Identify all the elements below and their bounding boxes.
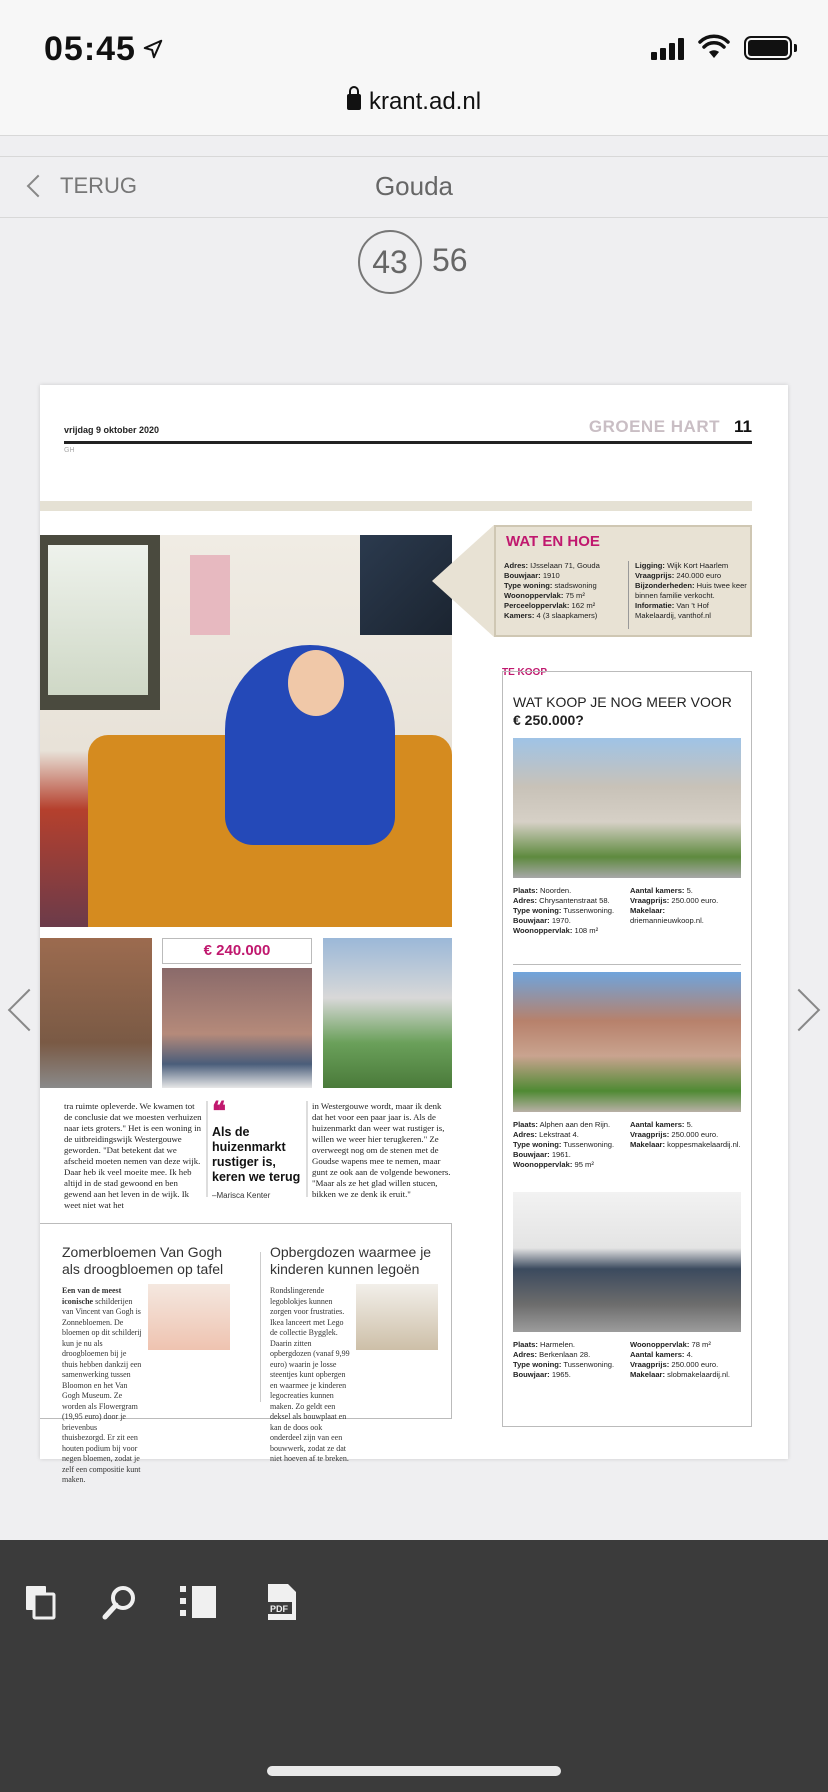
detail-key: Type woning: — [513, 906, 562, 915]
house-listing — [513, 738, 741, 936]
sections-icon[interactable] — [178, 1582, 218, 1622]
house-details-left — [513, 886, 624, 936]
detail-key: Type woning: — [513, 1140, 562, 1149]
tip-text: schilderijen van Vincent van Gogh is Zonnebloemen. De bloemen op dit schilderij kun je nu als droogbloemen bij je thuis hebben dankzij een samenwerking tussen Bloomon en het Van Gogh Museum. Ze worden als Flowergram (19,95 euro) door je brievenbus thuisbezorgd. Er zit een houten podium bij voor negen bloemen, zodat je zelf een compositie kunt maken. — [62, 1296, 142, 1484]
status-time: 05:45 — [44, 30, 136, 68]
detail-value: Tussenwoning. — [561, 1360, 615, 1369]
detail-row — [635, 571, 748, 581]
detail-key: Woonoppervlak: — [630, 1340, 690, 1349]
copy-pages-icon[interactable] — [22, 1582, 62, 1622]
detail-row — [630, 896, 741, 906]
status-icons — [651, 36, 792, 60]
divider — [260, 1252, 261, 1402]
detail-value: Harmelen. — [537, 1340, 576, 1349]
pull-quote — [212, 1096, 304, 1200]
tip-title: Zomerbloemen Van Gogh als droogbloemen op tafel — [62, 1244, 224, 1277]
wall-art — [190, 555, 230, 635]
te-koop-box — [502, 671, 752, 1427]
house-details-right — [630, 1340, 741, 1380]
detail-key: Kamers: — [504, 611, 535, 620]
detail-row — [513, 896, 624, 906]
tip-van-gogh — [62, 1244, 242, 1486]
address-bar[interactable] — [0, 88, 828, 116]
detail-row — [630, 1370, 741, 1380]
house-details-right — [630, 886, 741, 936]
detail-key: Bouwjaar: — [513, 1150, 550, 1159]
detail-row — [513, 906, 624, 916]
detail-row — [635, 561, 748, 571]
page-number: 11 — [734, 417, 752, 436]
detail-value: driemannieuwkoop.nl. — [630, 916, 704, 925]
detail-key: Bouwjaar: — [513, 916, 550, 925]
house-details-left — [513, 1120, 624, 1170]
detail-value: 5. — [684, 886, 693, 895]
tip-lead: Een van de meest iconische — [62, 1286, 122, 1306]
detail-value: Berkenlaan 28. — [537, 1350, 591, 1359]
page-date: vrijdag 9 oktober 2020 — [64, 425, 160, 435]
te-koop-price: € 250.000? — [513, 712, 584, 728]
flowers-photo — [148, 1284, 230, 1350]
pdf-icon[interactable] — [262, 1582, 302, 1622]
price-tag: € 240.000 — [162, 938, 312, 964]
detail-row — [635, 581, 748, 601]
lego-box-photo — [356, 1284, 438, 1350]
detail-value: Noorden. — [537, 886, 572, 895]
detail-key: Adres: — [513, 1350, 538, 1359]
detail-value: koppesmakelaardij.nl. — [665, 1140, 741, 1149]
pdf-label: PDF — [270, 1604, 288, 1614]
detail-value: stadswoning — [552, 581, 597, 590]
detail-key: Adres: — [513, 1130, 538, 1139]
other-page-indicator[interactable]: 56 — [432, 242, 468, 278]
detail-key: Woonoppervlak: — [513, 1160, 573, 1169]
detail-value: Van 't Hof Makelaardij, vanthof.nl — [635, 601, 711, 620]
detail-key: Makelaar: — [630, 1370, 666, 1379]
te-koop-label: TE KOOP — [502, 667, 548, 678]
detail-value: 1910 — [540, 571, 560, 580]
quote-mark-icon: ❝ — [212, 1096, 226, 1126]
detail-row — [513, 886, 624, 896]
detail-value: 250.000 euro. — [669, 896, 719, 905]
current-page-indicator[interactable]: 43 — [358, 230, 422, 294]
detail-value: Tussenwoning. — [561, 906, 615, 915]
detail-value: Tussenwoning. — [561, 1140, 615, 1149]
divider — [513, 964, 741, 965]
detail-value: 250.000 euro. — [669, 1130, 719, 1139]
detail-row — [504, 561, 622, 571]
photo-kitchen — [162, 968, 312, 1088]
face — [288, 650, 344, 716]
detail-key: Vraagprijs: — [630, 896, 670, 905]
detail-row — [513, 1120, 624, 1130]
detail-value: 5. — [684, 1120, 693, 1129]
detail-row — [513, 1140, 624, 1150]
detail-row — [630, 1340, 741, 1350]
tips-box — [40, 1223, 452, 1484]
edition-title: Gouda — [374, 171, 454, 201]
quote-author: –Marisca Kenter — [212, 1191, 271, 1200]
house-photo — [513, 738, 741, 878]
tip-lego — [270, 1244, 450, 1465]
detail-key: Adres: — [504, 561, 529, 570]
color-band — [40, 501, 752, 511]
detail-value: 240.000 euro — [674, 571, 722, 580]
search-icon[interactable] — [100, 1582, 140, 1622]
detail-row — [513, 1160, 624, 1170]
house-photo — [513, 972, 741, 1112]
detail-key: Aantal kamers: — [630, 886, 685, 895]
detail-value: 75 m² — [563, 591, 585, 600]
detail-key: Ligging: — [635, 561, 665, 570]
detail-value: 4. — [684, 1350, 693, 1359]
detail-key: Type woning: — [504, 581, 553, 590]
detail-value: IJsselaan 71, Gouda — [528, 561, 600, 570]
tip-body — [62, 1286, 142, 1486]
detail-row — [630, 1360, 741, 1370]
wat-en-hoe-right — [628, 561, 748, 629]
detail-key: Perceeloppervlak: — [504, 601, 570, 610]
divider — [206, 1101, 208, 1197]
detail-key: Bouwjaar: — [513, 1370, 550, 1379]
detail-value: 108 m² — [572, 926, 599, 935]
detail-key: Woonoppervlak: — [504, 591, 564, 600]
detail-key: Type woning: — [513, 1360, 562, 1369]
house-details-left — [513, 1340, 624, 1380]
wat-en-hoe-box — [494, 525, 752, 637]
reader-navbar — [0, 156, 828, 218]
detail-row — [513, 1340, 624, 1350]
section-name: GROENE HART — [588, 417, 720, 436]
detail-value: Lekstraat 4. — [537, 1130, 579, 1139]
tip-text: Rondslingerende legoblokjes kunnen zorgen voor frustraties. Ikea lanceert met Lego de collectie Bygglek. Daarin zitten opbergdozen (vanaf 9,99 euro) waarin je losse steentjes kunt opbergen en waarmee je kinderen legocreaties kunnen maken. Zo geldt een deksel als bouwplaat en kan de doos ook onderdeel zijn van een bouwwerk, zodat ze dat niet hoeven af te breken. — [270, 1286, 350, 1463]
wat-en-hoe-left — [504, 561, 622, 621]
detail-value: 1961. — [549, 1150, 571, 1159]
detail-row — [513, 1150, 624, 1160]
reader-toolbar — [0, 1540, 828, 1792]
house-photo — [513, 1192, 741, 1332]
detail-key: Plaats: — [513, 1120, 538, 1129]
house-details-right — [630, 1120, 741, 1170]
lock-icon — [347, 94, 361, 110]
callout-arrow — [432, 525, 494, 637]
detail-row — [513, 926, 624, 936]
detail-row — [504, 611, 622, 621]
wifi-icon — [698, 36, 730, 60]
detail-row — [513, 1370, 624, 1380]
photo-garden — [323, 938, 452, 1088]
quote-text: Als de huizenmarkt rustiger is, keren we terug — [212, 1125, 301, 1184]
detail-row — [513, 1130, 624, 1140]
detail-key: Makelaar: — [630, 1140, 666, 1149]
detail-value: 250.000 euro. — [669, 1360, 719, 1369]
location-arrow-icon — [142, 38, 164, 60]
article-column-3: in Westergouwe wordt, maar ik denk dat het voor een paar jaar is. Als de huizenmarkt dan weer wat rustiger is, willen we weer hier terugkeren." Ze overweegt nog om de stenen met de Goudse wapens mee te nemen, maar gunt ze ook aan de volgende bewoners. "Maar als ze het glad willen stucen, bikken we ze denk ik eruit." — [312, 1101, 451, 1199]
detail-row — [504, 571, 622, 581]
article-column-1: tra ruimte opleverde. We kwamen tot de conclusie dat we moesten verhuizen naar iets groters." Het is een woning in de uitbreidingswijk Westergouwe geworden. "Dat betekent dat we afscheid moeten nemen van deze wijk. Daar heb ik veel moeite mee. Ik heb altijd in de stad gewoond en ben gewend aan het leven in de wijk. Ik weet niet wat het — [64, 1101, 202, 1210]
detail-row — [513, 1350, 624, 1360]
divider — [306, 1101, 308, 1197]
detail-row — [513, 916, 624, 926]
detail-key: Aantal kamers: — [630, 1120, 685, 1129]
detail-key: Informatie: — [635, 601, 675, 610]
detail-value: Wijk Kort Haarlem — [664, 561, 729, 570]
home-indicator[interactable] — [267, 1766, 561, 1776]
tip-title: Opbergdozen waarmee je kinderen kunnen legoën — [270, 1244, 432, 1277]
detail-value: 4 (3 slaapkamers) — [534, 611, 598, 620]
detail-row — [635, 601, 748, 621]
detail-row — [630, 1130, 741, 1140]
back-label: TERUG — [60, 173, 137, 198]
detail-key: Vraagprijs: — [630, 1130, 670, 1139]
detail-key: Adres: — [513, 896, 538, 905]
detail-key: Vraagprijs: — [630, 1360, 670, 1369]
detail-row — [630, 906, 741, 926]
detail-row — [504, 601, 622, 611]
detail-row — [513, 1360, 624, 1370]
detail-row — [504, 581, 622, 591]
te-koop-title: WAT KOOP JE NOG MEER VOOR — [513, 694, 732, 710]
detail-value: Huis twee keer binnen familie verkocht. — [635, 581, 747, 600]
detail-key: Makelaar: — [630, 906, 666, 915]
detail-key: Bouwjaar: — [504, 571, 541, 580]
detail-key: Vraagprijs: — [635, 571, 675, 580]
detail-key: Plaats: — [513, 886, 538, 895]
house-listing — [513, 1192, 741, 1380]
detail-value: Alphen aan den Rijn. — [537, 1120, 611, 1129]
edition-code: GH — [64, 447, 75, 454]
detail-row — [630, 1140, 741, 1150]
window — [40, 535, 160, 710]
header-rule — [64, 441, 752, 444]
house-listing — [513, 972, 741, 1170]
battery-icon — [744, 36, 792, 60]
detail-value: 162 m² — [569, 601, 596, 610]
detail-row — [630, 886, 741, 896]
detail-key: Plaats: — [513, 1340, 538, 1349]
photo-street — [40, 938, 152, 1088]
detail-key: Woonoppervlak: — [513, 926, 573, 935]
browser-header — [0, 0, 828, 136]
tip-body — [270, 1286, 350, 1465]
detail-row — [504, 591, 622, 601]
newspaper-page[interactable] — [40, 385, 788, 1484]
detail-row — [630, 1350, 741, 1360]
detail-value: 1970. — [549, 916, 571, 925]
url-text: krant.ad.nl — [368, 88, 482, 115]
detail-value: 1965. — [549, 1370, 571, 1379]
wat-en-hoe-title: WAT EN HOE — [506, 533, 600, 550]
hero-photo — [40, 535, 452, 927]
detail-key: Bijzonderheden: — [635, 581, 695, 590]
detail-value: Chrysantenstraat 58. — [537, 896, 610, 905]
detail-value: 95 m² — [572, 1160, 594, 1169]
detail-value: 78 m² — [689, 1340, 711, 1349]
cellular-signal-icon — [651, 38, 684, 60]
detail-row — [630, 1120, 741, 1130]
detail-key: Aantal kamers: — [630, 1350, 685, 1359]
detail-value: slobmakelaardij.nl. — [665, 1370, 731, 1379]
